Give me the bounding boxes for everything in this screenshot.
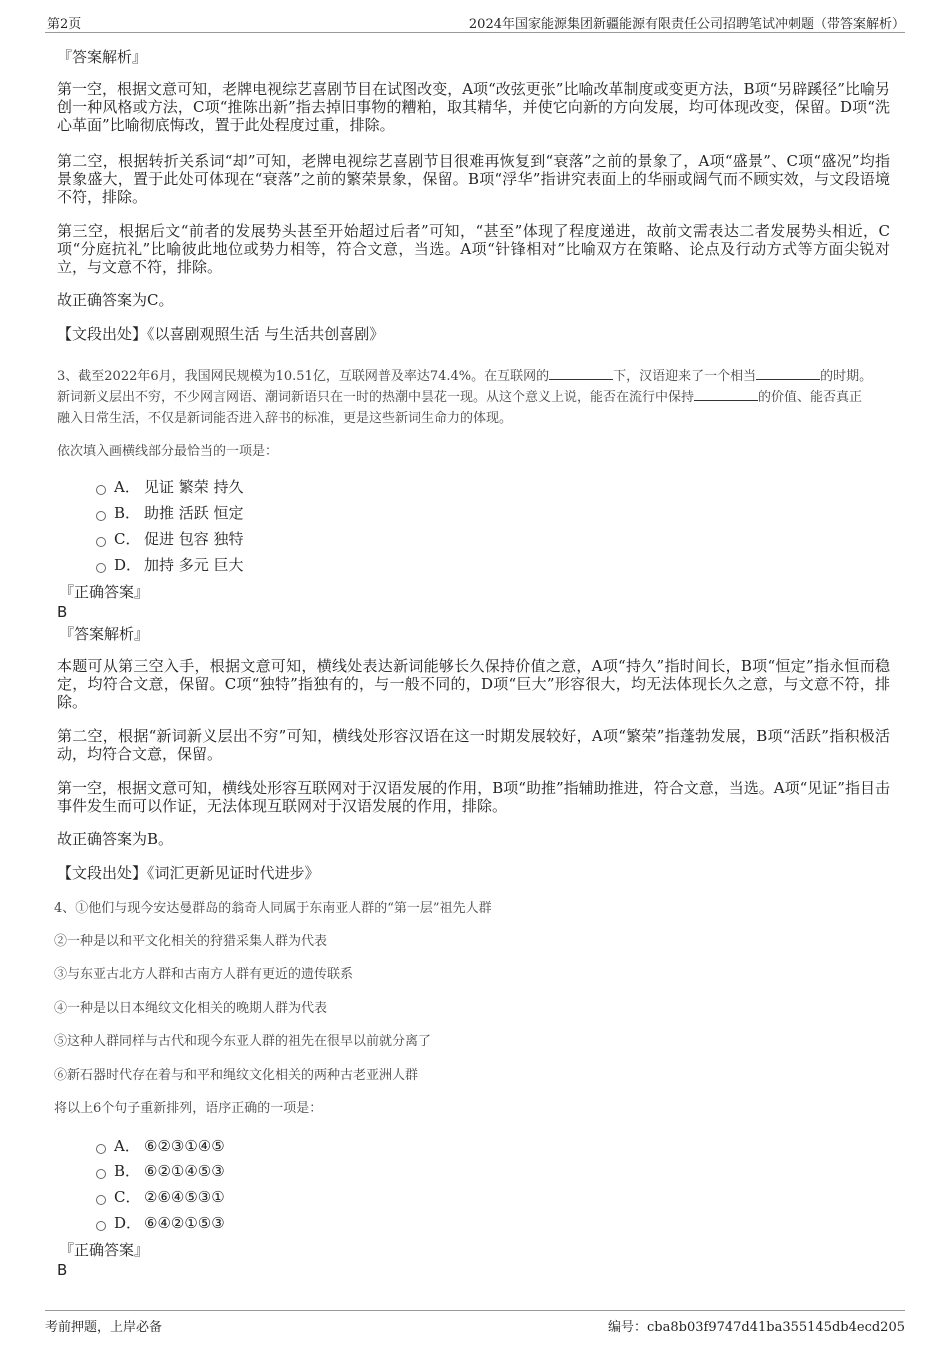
fill-blank [549, 367, 613, 380]
question-stem-text: 下，汉语迎来了一个相当 [613, 369, 757, 384]
analysis-paragraph: 本题可从第三空入手，根据文意可知，横线处表达新词能够长久保持价值之意，A项“持久”指时间长，B项“恒定”指永恒而稳定，均符合文意，保留。C项“独特”指独有的，与一般不同的，D项“巨大”形容很大，均无法体现长久之意，与文意不符，排除。 [57, 657, 890, 711]
analysis-paragraph: 第三空，根据后文“前者的发展势头甚至开始超过后者”可知，“甚至”体现了程度递进，故前文需表达二者发展势头相近，C项“分庭抗礼”比喻彼此地位或势力相等，符合文意，当选。A项“针锋相对”比喻双方在策略、论点及行动方式等方面尖锐对立，与文意不符，排除。 [57, 222, 891, 276]
option-d[interactable] [96, 1214, 225, 1232]
correct-answer-label: 『正确答案』 [59, 1241, 150, 1259]
analysis-label: 『答案解析』 [59, 625, 150, 643]
page-number: 第2页 [47, 17, 82, 32]
option-letter: D． [114, 556, 142, 574]
radio-icon[interactable] [96, 1169, 106, 1179]
analysis-paragraph: 第二空，根据转折关系词“却”可知，老牌电视综艺喜剧节目很难再恢复到“衰落”之前的景象了，A项“盛景”、C项“盛况”均指景象盛大，置于此处可体现在“衰落”之前的繁荣景象，保留。B项“浮华”指讲究表面上的华丽或阔气而不顾实效，与文段语境不符，排除。 [57, 152, 890, 206]
correct-answer-label: 『正确答案』 [59, 583, 150, 601]
document-title: 2024年国家能源集团新疆能源有限责任公司招聘笔试冲刺题（带答案解析） [468, 17, 905, 32]
source-citation: 【文段出处】《词汇更新见证时代进步》 [57, 864, 320, 882]
question-stem [57, 366, 890, 429]
option-text: 加持 多元 巨大 [144, 556, 244, 574]
radio-icon[interactable] [96, 1221, 106, 1231]
question-stem-text: 的价值、能否真正 [758, 390, 863, 405]
option-letter: A． [114, 1137, 140, 1155]
analysis-paragraph: 第二空，根据“新词新义层出不穷”可知，横线处形容汉语在这一时期发展较好，A项“繁荣”指蓬勃发展，B项“活跃”指积极活动，均符合文意，保留。 [57, 727, 890, 763]
option-text: ⑥④②①⑤③ [144, 1214, 225, 1232]
analysis-paragraph: 第一空，根据文意可知，老牌电视综艺喜剧节目在试图改变，A项“改弦更张”比喻改革制度或变更方法，B项“另辟蹊径”比喻另创一种风格或方法，C项“推陈出新”指去掉旧事物的糟粕，取其精华，并使它向新的方向发展，均可体现改变，保留。D项“洗心革面”比喻彻底悔改，置于此处程度过重，排除。 [57, 80, 890, 134]
question-stem-text: 融入日常生活，不仅是新词能否进入辞书的标准，更是这些新词生命力的体现。 [57, 411, 513, 426]
option-text: 见证 繁荣 持久 [144, 478, 244, 496]
question-sentence: ④一种是以日本绳纹文化相关的晚期人群为代表 [54, 1001, 328, 1016]
question-stem-text: 的时期。 [820, 369, 873, 384]
question-stem-text: 新词新义层出不穷，不少网言网语、潮词新语只在一时的热潮中昙花一现。从这个意义上说，能否在流行中保持 [57, 390, 695, 405]
option-b[interactable] [96, 504, 244, 522]
source-citation: 【文段出处】《以喜剧观照生活 与生活共创喜剧》 [57, 325, 385, 343]
radio-icon[interactable] [96, 1195, 106, 1205]
question-sentence: ⑥新石器时代存在着与和平和绳纹文化相关的两种古老亚洲人群 [54, 1068, 419, 1083]
question-sentence: ②一种是以和平文化相关的狩猎采集人群为代表 [54, 934, 328, 949]
question-prompt: 将以上6个句子重新排列，语序正确的一项是： [54, 1101, 323, 1116]
fill-blank [756, 367, 820, 380]
question-stem-text: 3、截至2022年6月，我国网民规模为10.51亿，互联网普及率达74.4%。在互联网的 [57, 369, 550, 384]
option-letter: A． [114, 478, 140, 496]
correct-answer: B [57, 1261, 68, 1279]
option-text: ⑥②①④⑤③ [144, 1162, 225, 1180]
option-text: 促进 包容 独特 [144, 530, 244, 548]
question-prompt: 依次填入画横线部分最恰当的一项是： [57, 444, 279, 459]
page-header [45, 10, 905, 33]
fill-blank [694, 388, 758, 401]
option-text: ⑥②③①④⑤ [144, 1137, 225, 1155]
option-letter: B． [114, 1162, 141, 1180]
option-text: 助推 活跃 恒定 [144, 504, 244, 522]
analysis-label: 『答案解析』 [57, 48, 148, 66]
radio-icon[interactable] [96, 1144, 106, 1154]
option-d[interactable] [96, 556, 244, 574]
question-sentence: ⑤这种人群同样与古代和现今东亚人群的祖先在很早以前就分离了 [54, 1034, 432, 1049]
radio-icon[interactable] [96, 511, 106, 521]
radio-icon[interactable] [96, 485, 106, 495]
correct-answer: B [57, 603, 68, 621]
conclusion: 故正确答案为C。 [57, 291, 174, 309]
option-c[interactable] [96, 530, 244, 548]
option-a[interactable] [96, 1137, 225, 1155]
option-a[interactable] [96, 478, 244, 496]
option-letter: C． [114, 1188, 141, 1206]
radio-icon[interactable] [96, 563, 106, 573]
analysis-paragraph: 第一空，根据文意可知，横线处形容互联网对于汉语发展的作用，B项“助推”指辅助推进，符合文意，当选。A项“见证”指目击事件发生而可以作证，无法体现互联网对于汉语发展的作用，排除。 [57, 779, 890, 815]
question-sentence: ③与东亚古北方人群和古南方人群有更近的遗传联系 [54, 967, 354, 982]
conclusion: 故正确答案为B。 [57, 830, 174, 848]
option-c[interactable] [96, 1188, 225, 1206]
document-code: 编号：cba8b03f9747d41ba355145db4ecd205 [608, 1320, 905, 1335]
radio-icon[interactable] [96, 537, 106, 547]
footer-slogan: 考前押题，上岸必备 [45, 1320, 163, 1335]
option-text: ②⑥④⑤③① [144, 1188, 225, 1206]
option-b[interactable] [96, 1162, 225, 1180]
option-letter: B． [114, 504, 141, 522]
option-letter: D． [114, 1214, 142, 1232]
page-footer [45, 1310, 905, 1333]
option-letter: C． [114, 530, 141, 548]
question-sentence: 4、①他们与现今安达曼群岛的翁奇人同属于东南亚人群的“第一层”祖先人群 [54, 901, 492, 916]
